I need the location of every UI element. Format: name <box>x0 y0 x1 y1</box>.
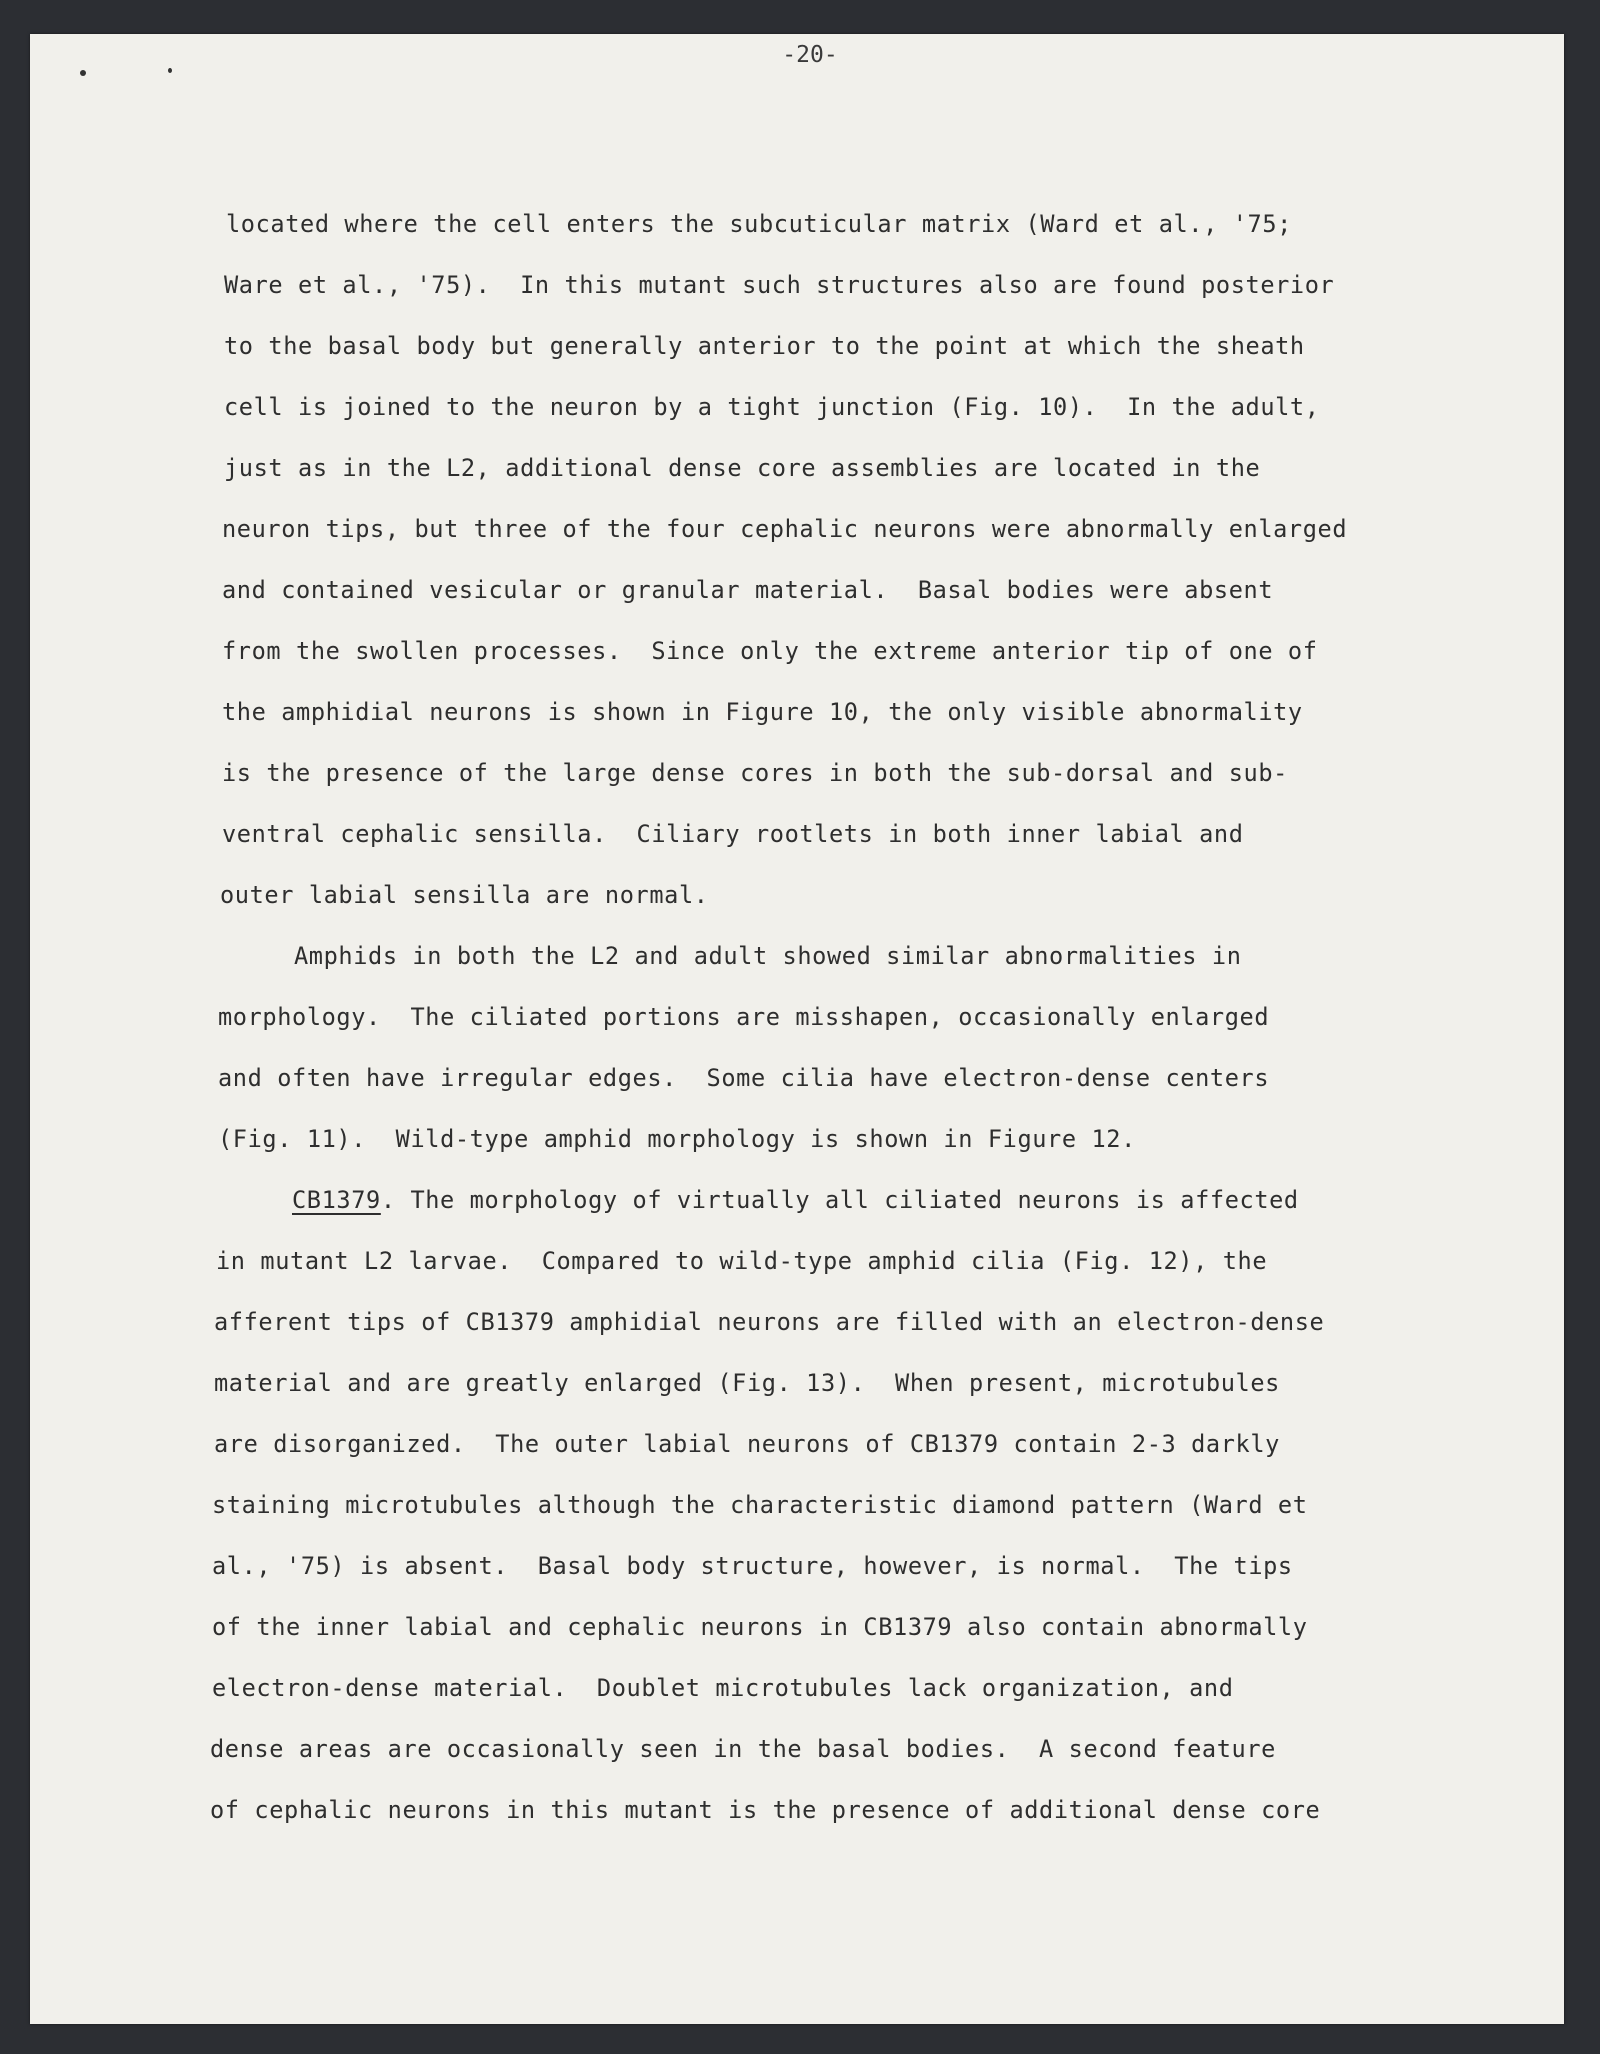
body-line: are disorganized. The outer labial neurons of CB1379 contain 2-3 darkly <box>214 1430 1280 1458</box>
body-line: neuron tips, but three of the four cephalic neurons were abnormally enlarged <box>222 515 1348 543</box>
paper-speck <box>80 70 86 76</box>
section-heading: CB1379 <box>292 1186 381 1214</box>
body-line: just as in the L2, additional dense core assemblies are located in the <box>224 454 1261 482</box>
body-line: to the basal body but generally anterior to the point at which the sheath <box>224 332 1305 360</box>
section-heading-punct: . <box>380 1186 396 1214</box>
body-line: from the swollen processes. Since only the extreme anterior tip of one of <box>222 637 1318 665</box>
body-line: is the presence of the large dense cores in both the sub-dorsal and sub- <box>222 759 1288 787</box>
body-line: of the inner labial and cephalic neurons in CB1379 also contain abnormally <box>212 1613 1308 1641</box>
body-line: afferent tips of CB1379 amphidial neurons are filled with an electron-dense <box>214 1308 1325 1336</box>
body-line: in mutant L2 larvae. Compared to wild-type amphid cilia (Fig. 12), the <box>216 1247 1268 1275</box>
section-first-line-text: The morphology of virtually all ciliated neurons is affected <box>410 1186 1299 1214</box>
body-line: ventral cephalic sensilla. Ciliary rootlets in both inner labial and <box>222 820 1244 848</box>
body-line: (Fig. 11). Wild-type amphid morphology is shown in Figure 12. <box>218 1125 1136 1153</box>
body-line: located where the cell enters the subcuticular matrix (Ward et al., '75; <box>226 210 1292 238</box>
body-line: electron-dense material. Doublet microtubules lack organization, and <box>212 1674 1234 1702</box>
paragraph-first-line: Amphids in both the L2 and adult showed similar abnormalities in <box>294 942 1242 970</box>
body-line: cell is joined to the neuron by a tight junction (Fig. 10). In the adult, <box>224 393 1320 421</box>
body-line: al., '75) is absent. Basal body structure, however, is normal. The tips <box>212 1552 1293 1580</box>
body-line: and often have irregular edges. Some cilia have electron-dense centers <box>218 1064 1270 1092</box>
page-number: -20- <box>782 42 838 68</box>
body-line: morphology. The ciliated portions are misshapen, occasionally enlarged <box>218 1003 1270 1031</box>
body-line: outer labial sensilla are normal. <box>220 881 709 909</box>
body-line: the amphidial neurons is shown in Figure 10, the only visible abnormality <box>222 698 1303 726</box>
section-first-line <box>292 1186 1299 1214</box>
body-line: dense areas are occasionally seen in the basal bodies. A second feature <box>210 1735 1276 1763</box>
body-line: staining microtubules although the characteristic diamond pattern (Ward et <box>212 1491 1308 1519</box>
body-line: and contained vesicular or granular material. Basal bodies were absent <box>222 576 1274 604</box>
body-line: material and are greatly enlarged (Fig. 13). When present, microtubules <box>214 1369 1280 1397</box>
paper-speck <box>168 68 172 73</box>
body-line: of cephalic neurons in this mutant is the presence of additional dense core <box>210 1796 1321 1824</box>
body-line: Ware et al., '75). In this mutant such structures also are found posterior <box>224 271 1335 299</box>
